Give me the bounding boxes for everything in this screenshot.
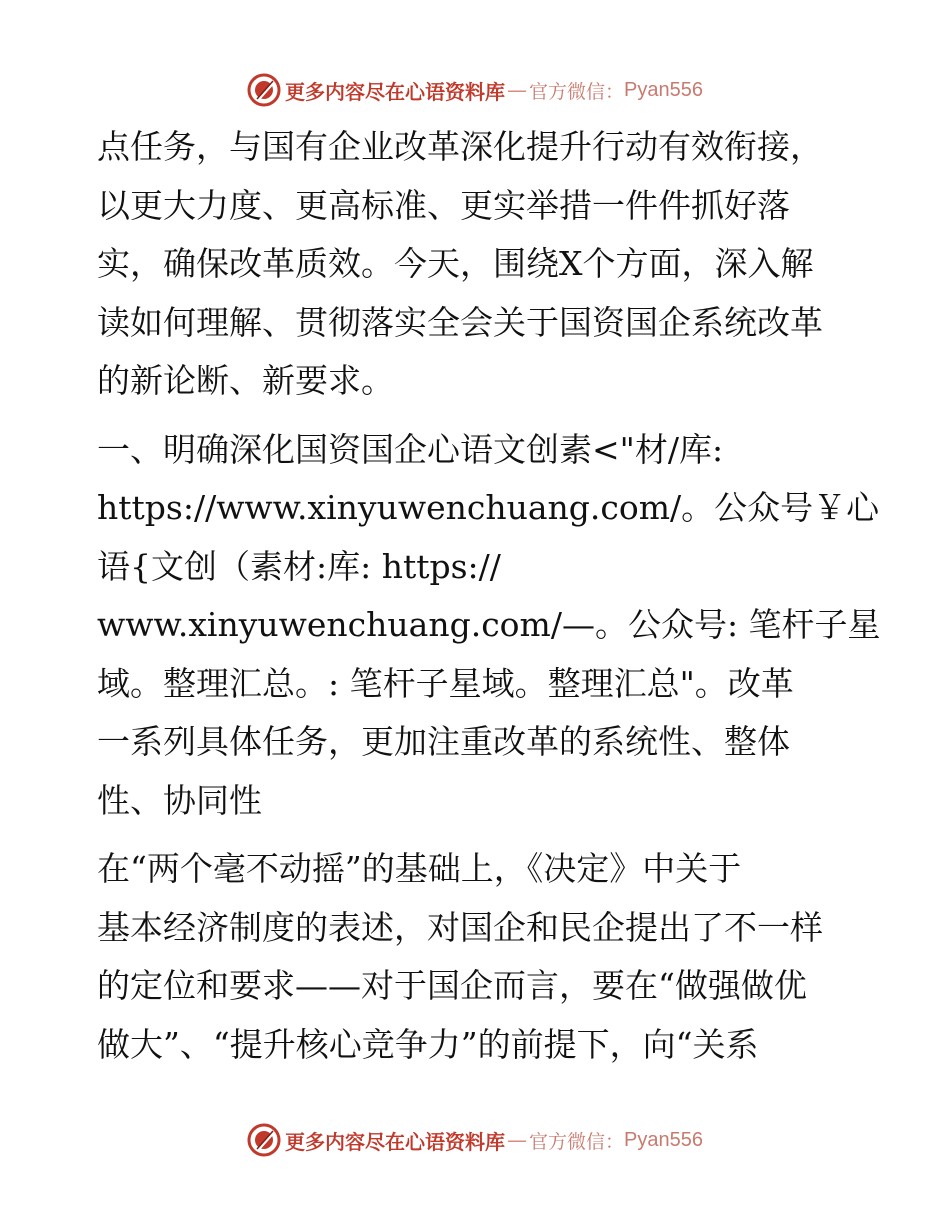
paragraph-1 xyxy=(97,118,857,411)
footer-banner-dash: — xyxy=(507,1128,527,1152)
header-banner-account: Pyan556 xyxy=(624,78,703,101)
header-banner-sub: 官方微信： xyxy=(529,80,625,103)
text-line: 一系列具体任务，更加注重改革的系统性、整体 xyxy=(97,722,790,761)
text-line: www.xinyuwenchuang.com/—。公众号: 笔杆子星 xyxy=(97,605,881,644)
text-line: 点任务，与国有企业改革深化提升行动有效衔接， xyxy=(97,127,823,166)
footer-banner-text: 更多内容尽在心语资料库 xyxy=(285,1129,505,1154)
text-line: 基本经济制度的表述，对国企和民企提出了不一样 xyxy=(97,907,823,947)
text-line: 语{文创（素材:库: https:// xyxy=(97,546,501,586)
pen-logo-icon xyxy=(247,1123,281,1157)
paragraph-3 xyxy=(97,840,857,1074)
document-body xyxy=(97,118,881,1074)
footer-banner xyxy=(0,1120,950,1160)
header-banner xyxy=(0,70,950,110)
text-line: 做大”、“提升核心竞争力”的前提下，向“关系 xyxy=(97,1024,759,1064)
paragraph-2 xyxy=(97,421,881,831)
footer-banner-sub: 官方微信： xyxy=(529,1130,625,1153)
text-line: 以更大力度、更高标准、更实举措一件件抓好落 xyxy=(97,185,790,225)
footer-banner-account: Pyan556 xyxy=(624,1128,703,1151)
text-line: 的定位和要求——对于国企而言，要在“做强做优 xyxy=(97,966,807,1005)
header-banner-dash: — xyxy=(507,78,527,102)
text-line: 在“两个毫不动摇”的基础上，《决定》中关于 xyxy=(97,849,742,888)
header-banner-text: 更多内容尽在心语资料库 xyxy=(285,79,505,104)
text-line: 的新论断、新要求。 xyxy=(97,361,394,400)
text-line: 性、协同性 xyxy=(97,780,262,820)
pen-logo-icon xyxy=(247,73,281,107)
text-line: 域。整理汇总。: 笔杆子星域。整理汇总"。改革 xyxy=(97,663,794,703)
text-line: https://www.xinyuwenchuang.com/。公众号￥心 xyxy=(97,488,880,527)
text-line: 读如何理解、贯彻落实全会关于国资国企系统改革 xyxy=(97,302,823,342)
text-line: 实，确保改革质效。今天，围绕X个方面，深入解 xyxy=(97,244,814,283)
section-heading-line: 一、明确深化国资国企心语文创素<"材/库: xyxy=(97,429,724,469)
